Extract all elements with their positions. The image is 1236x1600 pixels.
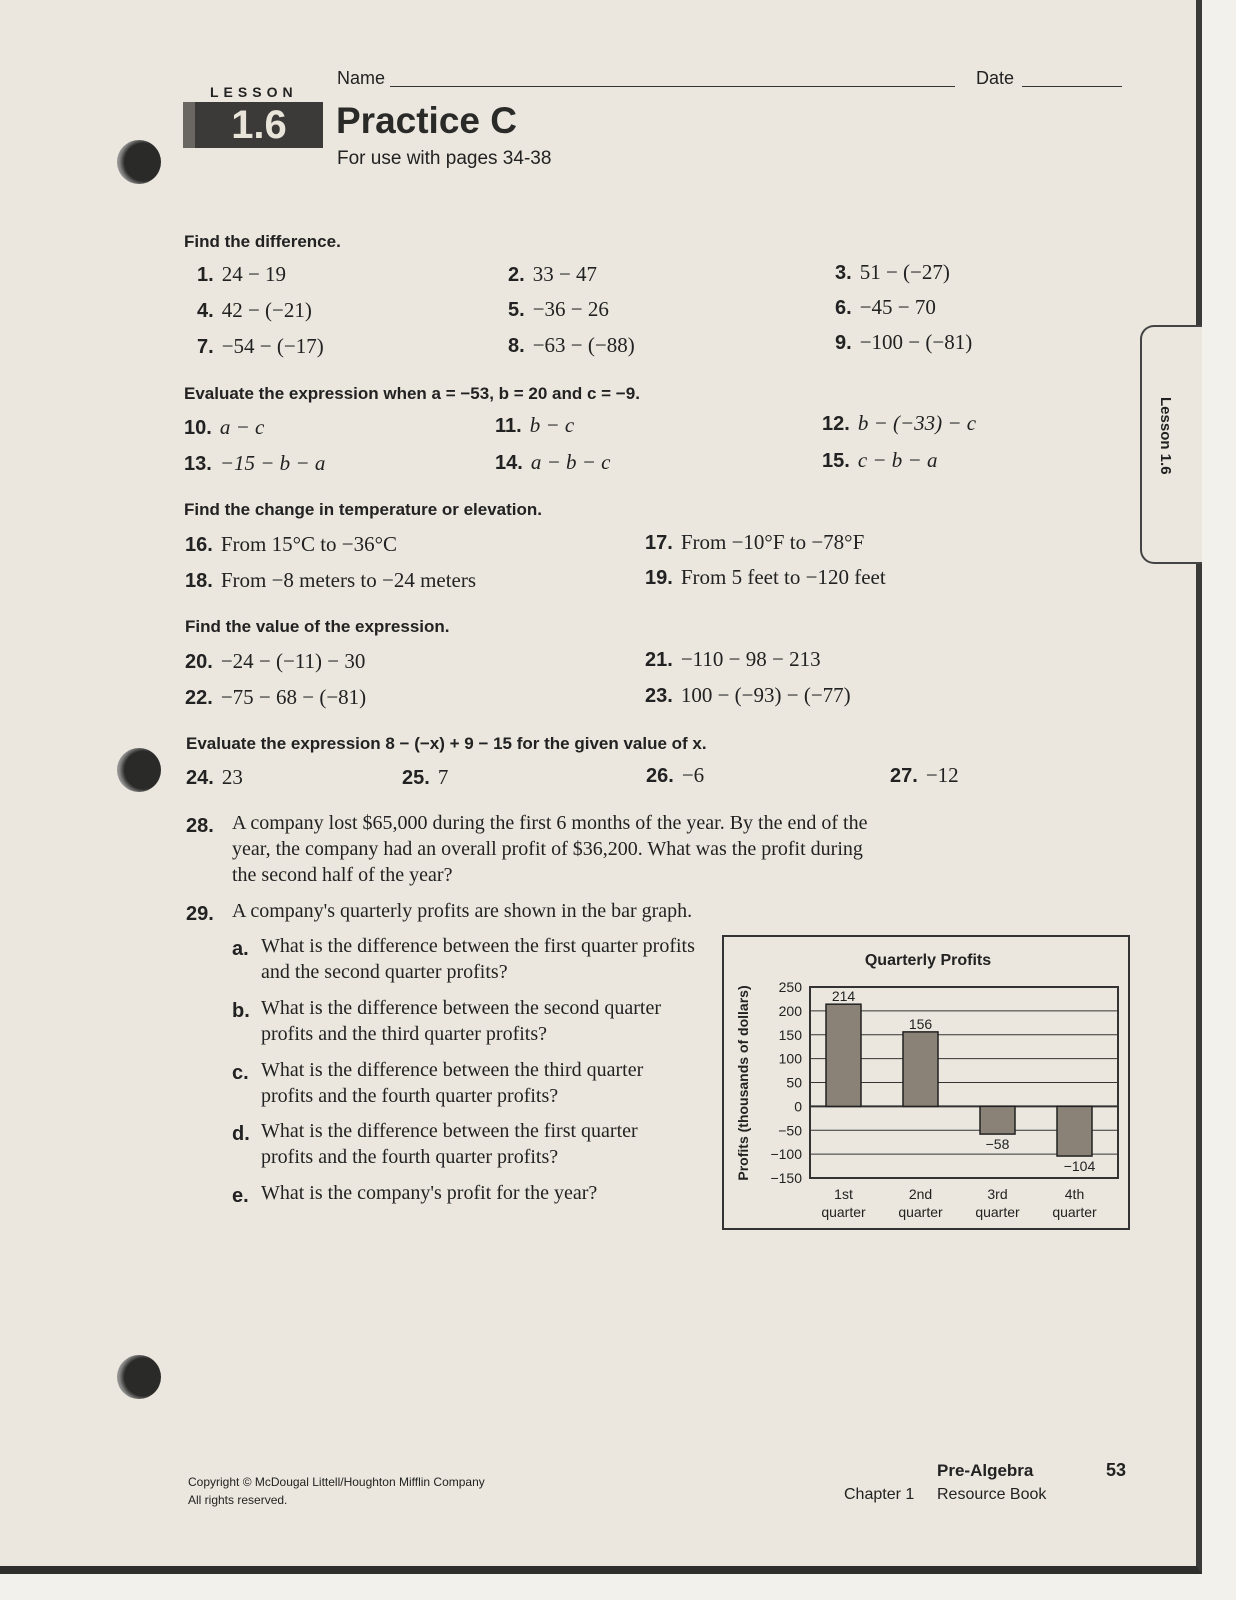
x-tick-sublabel: quarter (821, 1204, 866, 1220)
chart-title: Quarterly Profits (864, 952, 992, 969)
problem-19 (645, 565, 886, 590)
problem-24 (186, 765, 243, 790)
problem-number: 10. (184, 417, 212, 439)
x-tick-sublabel: quarter (898, 1204, 943, 1220)
part-c-text: What is the difference between the third quarter profits and the fourth quarter profits? (261, 1059, 644, 1107)
name-field[interactable] (390, 86, 955, 87)
problem-expression: −45 − 70 (859, 295, 936, 319)
lesson-badge (183, 102, 323, 148)
bar-3rd (980, 1106, 1015, 1134)
binder-hole (117, 140, 161, 184)
problem-expression: 24 − 19 (221, 262, 287, 286)
problem-expression: −6 (681, 763, 705, 787)
problem-expression: −15 − b − a (219, 451, 326, 475)
problem-expression: b − c (529, 413, 575, 437)
page-title: Practice C (336, 100, 517, 141)
x-tick-label: 3rd (987, 1186, 1008, 1202)
y-tick-label: 0 (794, 1098, 802, 1115)
problem-expression: −100 − (−81) (859, 330, 973, 354)
problem-number: 20. (185, 651, 213, 673)
problem-expression: −24 − (−11) − 30 (220, 649, 366, 673)
problem-expression: 42 − (−21) (221, 298, 312, 322)
problem-15 (822, 448, 937, 473)
problem-number: 1. (197, 264, 214, 286)
part-e-text: What is the company's profit for the year? (261, 1182, 598, 1204)
problem-22 (185, 685, 366, 710)
problem-number: 27. (890, 765, 918, 787)
part-letter: d. (232, 1123, 250, 1145)
problem-number: 4. (197, 300, 214, 322)
problem-1 (197, 262, 286, 287)
problem-number: 29. (186, 903, 214, 925)
section-heading: Find the value of the expression. (185, 617, 450, 636)
data-label: 156 (908, 1015, 933, 1032)
y-tick-label: −150 (770, 1170, 802, 1186)
lesson-number: 1.6 (231, 103, 287, 147)
y-tick-label: 150 (778, 1026, 802, 1043)
problem-expression: From 15°C to −36°C (220, 532, 398, 556)
x-tick-label: 1st (834, 1186, 853, 1202)
part-b-text: What is the difference between the second quarter profits and the third quarter profits? (261, 997, 661, 1045)
problem-expression: From 5 feet to −120 feet (680, 565, 886, 589)
problem-8 (508, 333, 635, 358)
problem-expression: 100 − (−93) − (−77) (680, 683, 851, 707)
book-title: Pre-Algebra (937, 1461, 1034, 1480)
problem-number: 12. (822, 413, 850, 435)
y-tick-label: 100 (778, 1050, 802, 1067)
problem-number: 25. (402, 767, 430, 789)
part-letter: a. (232, 938, 249, 960)
problem-27 (890, 763, 959, 788)
part-a-text: What is the difference between the first quarter profits and the second quarter profits? (261, 935, 695, 983)
problem-12 (822, 411, 976, 436)
problem-26 (646, 763, 704, 788)
page-number: 53 (1106, 1460, 1127, 1480)
y-tick-label: 250 (778, 979, 802, 995)
part-letter: e. (232, 1185, 249, 1207)
problem-4 (197, 298, 312, 323)
problem-29-text: A company's quarterly profits are shown in the bar graph. (232, 900, 693, 922)
problem-23 (645, 683, 851, 708)
problem-expression: 23 (221, 765, 243, 789)
problem-number: 18. (185, 570, 213, 592)
y-axis-label: Profits (thousands of dollars) (735, 985, 751, 1181)
problem-number: 3. (835, 262, 852, 284)
problem-number: 24. (186, 767, 214, 789)
date-field[interactable] (1022, 86, 1122, 87)
x-tick-sublabel: quarter (975, 1204, 1020, 1220)
problem-number: 7. (197, 336, 214, 358)
problem-expression: 51 − (−27) (859, 260, 950, 284)
problem-2 (508, 262, 597, 287)
part-d-text: What is the difference between the first quarter profits and the fourth quarter profits? (261, 1120, 638, 1168)
name-label: Name (337, 68, 386, 88)
problem-expression: −63 − (−88) (532, 333, 635, 357)
problem-28-text: A company lost $65,000 during the first 6 months of the year. By the end of the year, the company had an overall profit of $36,200. What was the profit during the second half of the year? (232, 812, 868, 886)
y-tick-label: −100 (770, 1146, 802, 1163)
problem-18 (185, 568, 476, 593)
problem-20 (185, 649, 365, 674)
problem-expression: 7 (437, 765, 449, 789)
part-letter: c. (232, 1062, 249, 1084)
part-letter: b. (232, 1000, 250, 1022)
lesson-label: LESSON (210, 84, 298, 100)
x-tick-label: 2nd (908, 1186, 933, 1202)
problem-9 (835, 330, 972, 355)
problem-21 (645, 647, 821, 672)
bar-1st (826, 1004, 861, 1106)
problem-number: 13. (184, 453, 212, 475)
data-label: 214 (831, 988, 856, 1005)
problem-number: 15. (822, 450, 850, 472)
section-heading: Evaluate the expression 8 − (−x) + 9 − 15 for the given value of x. (186, 734, 707, 753)
problem-expression: a − c (219, 415, 265, 439)
problem-number: 17. (645, 532, 673, 554)
side-tab-label: Lesson 1.6 (1157, 397, 1174, 475)
problem-number: 9. (835, 332, 852, 354)
problem-7 (197, 334, 324, 359)
problem-number: 6. (835, 297, 852, 319)
problem-expression: From −10°F to −78°F (680, 530, 865, 554)
problem-expression: a − b − c (530, 450, 611, 474)
problem-number: 26. (646, 765, 674, 787)
problem-expression: −54 − (−17) (221, 334, 324, 358)
section-heading: Find the difference. (184, 232, 341, 251)
problem-expression: −36 − 26 (532, 297, 609, 321)
date-label: Date (976, 68, 1015, 88)
problem-expression: b − (−33) − c (857, 411, 977, 435)
problem-5 (508, 297, 609, 322)
section-heading: Evaluate the expression when a = −53, b = 20 and c = −9. (184, 384, 640, 403)
y-tick-label: 200 (778, 1002, 802, 1019)
problem-17 (645, 530, 864, 555)
x-tick-sublabel: quarter (1052, 1204, 1097, 1220)
problem-13 (184, 451, 325, 476)
data-label: −58 (985, 1136, 1010, 1153)
problem-11 (495, 413, 574, 438)
problem-number: 21. (645, 649, 673, 671)
problem-25 (402, 765, 448, 790)
y-tick-label: −50 (778, 1122, 802, 1139)
problem-expression: −75 − 68 − (−81) (220, 685, 367, 709)
copyright: Copyright © McDougal Littell/Houghton Mifflin Company (188, 1475, 485, 1489)
problem-expression: 33 − 47 (532, 262, 598, 286)
problem-expression: From −8 meters to −24 meters (220, 568, 477, 592)
y-tick-label: 50 (786, 1074, 802, 1091)
problem-number: 14. (495, 452, 523, 474)
problem-number: 2. (508, 264, 525, 286)
problem-6 (835, 295, 936, 320)
quarterly-profits-chart (722, 935, 1130, 1230)
chapter-label: Chapter 1 (844, 1486, 915, 1503)
problem-14 (495, 450, 610, 475)
problem-10 (184, 415, 264, 440)
resource-label: Resource Book (937, 1486, 1047, 1503)
problem-number: 22. (185, 687, 213, 709)
problem-3 (835, 260, 950, 285)
bar-2nd (903, 1032, 938, 1106)
problem-number: 19. (645, 567, 673, 589)
problem-number: 16. (185, 534, 213, 556)
side-tab (1140, 325, 1202, 564)
bar-4th (1057, 1106, 1092, 1156)
problem-expression: −12 (925, 763, 959, 787)
problem-number: 8. (508, 335, 525, 357)
binder-hole (117, 1355, 161, 1399)
x-tick-label: 4th (1064, 1186, 1085, 1202)
problem-number: 23. (645, 685, 673, 707)
problem-16 (185, 532, 397, 557)
problem-number: 11. (495, 415, 522, 437)
problem-number: 5. (508, 299, 525, 321)
problem-number: 28. (186, 815, 214, 837)
data-label: −104 (1063, 1158, 1096, 1175)
rights: All rights reserved. (188, 1493, 288, 1507)
problem-expression: −110 − 98 − 213 (680, 647, 821, 671)
section-heading: Find the change in temperature or elevation. (184, 500, 543, 519)
problem-expression: c − b − a (857, 448, 938, 472)
page-subtitle: For use with pages 34-38 (337, 148, 552, 169)
binder-hole (117, 748, 161, 792)
